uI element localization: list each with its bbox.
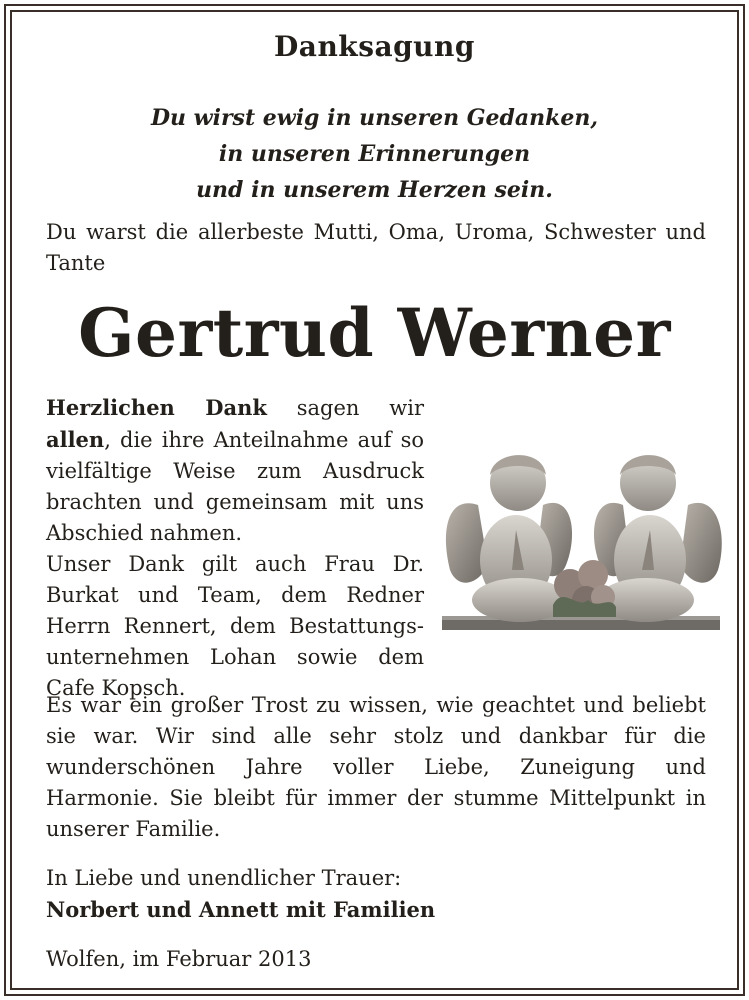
thanks-text-segment: , die ihre Anteilnahme auf so vielfältige Weise zum Ausdruck brachten und gemeinsam mit uns Abschied nahmen. xyxy=(46,428,424,545)
thanks-text-segment: sagen wir xyxy=(266,396,425,420)
thanks-text xyxy=(46,392,424,704)
deceased-name: Gertrud Werner xyxy=(78,294,671,372)
verse-line: und in unserem Herzen sein. xyxy=(196,177,553,203)
praying-angels-statue-icon xyxy=(438,435,728,635)
thanks-bold-word: allen xyxy=(46,427,105,452)
thanks-bold-phrase: Herzlichen Dank xyxy=(46,395,267,420)
closing-paragraph: Es war ein großer Trost zu wissen, wie geachtet und beliebt sie war. Wir sind alle sehr stolz und dankbar für die wunderschönen Jahre voller Liebe, Zuneigung und Harmonie. Sie bleibt für immer der stumme Mittelpunkt in unserer Familie. xyxy=(46,693,706,841)
verse-line: in unseren Erinnerungen xyxy=(218,141,531,167)
signoff xyxy=(46,862,706,926)
place-date: Wolfen, im Februar 2013 xyxy=(46,947,312,971)
thanks-paragraph xyxy=(46,392,424,549)
signoff-names: Norbert und Annett mit Familien xyxy=(46,897,436,922)
thanks-second-paragraph: Unser Dank gilt auch Frau Dr. Burkat und Team, dem Redner Herrn Rennert, dem Bestattungsunternehmen Lohan sowie dem Cafe Kopsch. xyxy=(46,552,424,700)
memorial-verse xyxy=(0,100,749,208)
page-title: Danksagung xyxy=(274,30,475,63)
verse-line: Du wirst ewig in unseren Gedanken, xyxy=(150,105,599,131)
signoff-line: In Liebe und unendlicher Trauer: xyxy=(46,866,402,890)
relation-text: Du warst die allerbeste Mutti, Oma, Uroma, Schwester und Tante xyxy=(46,220,706,275)
